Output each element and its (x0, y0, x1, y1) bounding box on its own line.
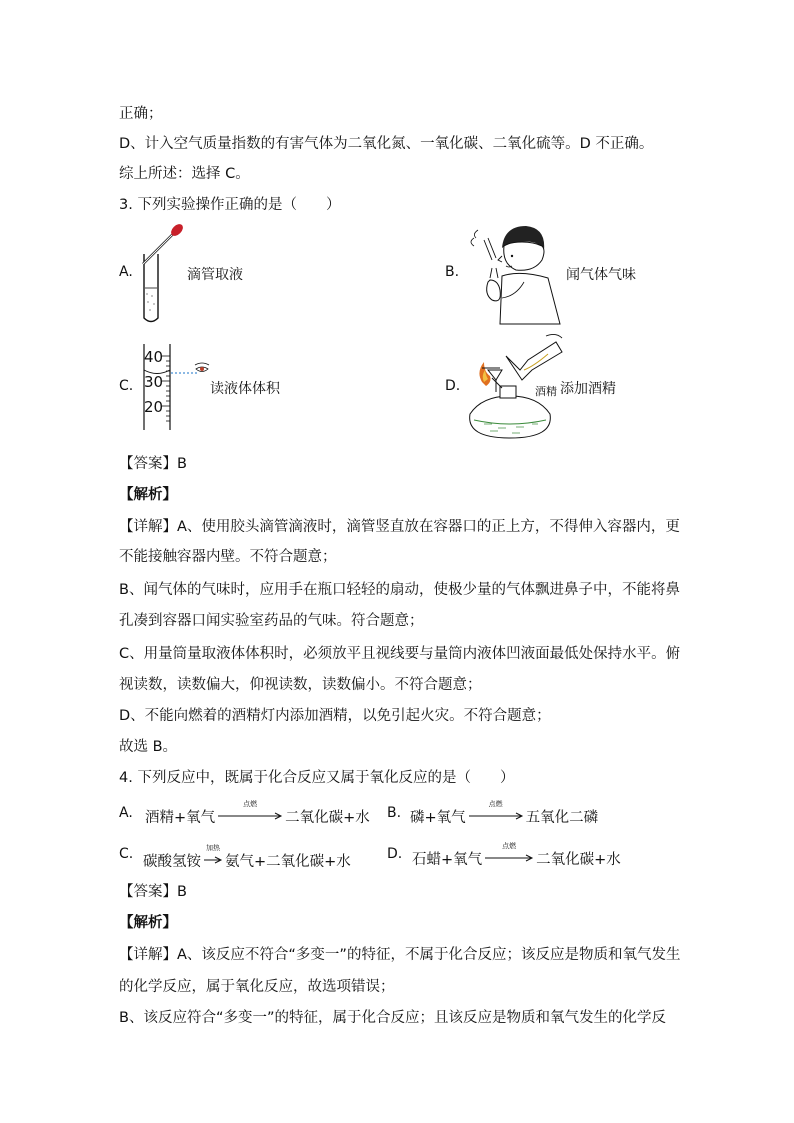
reaction-arrow (484, 841, 534, 867)
text-line: 的化学反应，属于氧化反应，故选项错误； (119, 979, 395, 995)
text-line: 不能接触容器内壁。不符合题意； (119, 549, 337, 565)
products: 二氧化碳+水 (536, 852, 621, 868)
reaction-condition: 点燃 (488, 799, 503, 808)
reaction-arrow (468, 799, 524, 825)
reaction-arrow (203, 843, 223, 869)
reactants: 碳酸氢铵 (143, 854, 201, 870)
q3-option-a-label: 滴管取液 (187, 267, 243, 283)
reactants: 石蜡+氧气 (412, 852, 483, 868)
text-line: 综上所述：选择 C。 (119, 166, 250, 182)
q3-option-c-letter: C. (119, 378, 134, 394)
cylinder-tick-20: 20 (144, 398, 164, 416)
arrow-icon (217, 811, 283, 821)
arrow-icon (468, 811, 524, 821)
q4-option-d-letter: D. (387, 846, 403, 862)
products: 二氧化碳+水 (285, 810, 370, 826)
q4-option-c-equation (143, 843, 351, 871)
products: 五氧化二磷 (525, 810, 599, 826)
q3-answer: 【答案】B (119, 456, 187, 472)
q3-option-c-label: 读液体体积 (210, 381, 280, 397)
text-line: 正确； (119, 106, 163, 122)
q4-answer: 【答案】B (119, 884, 187, 900)
q4-option-b-equation (410, 799, 599, 827)
text-line: 孔凑到容器口闻实验室药品的气味。符合题意； (119, 613, 424, 629)
q4-option-a-equation (145, 799, 370, 827)
dropper-test-tube-figure (135, 220, 185, 325)
arrow-icon (203, 855, 223, 865)
cylinder-tick-30: 30 (144, 373, 164, 391)
q3-option-a-letter: A. (119, 264, 133, 280)
reaction-condition: 点燃 (243, 799, 258, 808)
reaction-condition: 加热 (206, 843, 220, 852)
q4-option-d-equation (412, 841, 621, 869)
reaction-arrow (217, 799, 283, 825)
text-line: 【详解】A、使用胶头滴管滴液时，滴管竖直放在容器口的正上方，不得伸入容器内，更 (119, 519, 680, 535)
q3-option-d-label: 添加酒精 (560, 381, 616, 397)
q3-option-b-label: 闻气体气味 (566, 267, 636, 283)
text-line: B、该反应符合“多变一”的特征，属于化合反应；且该反应是物质和氧气发生的化学反 (119, 1010, 666, 1026)
q3-analysis-heading: 【解析】 (119, 487, 177, 503)
reaction-condition: 点燃 (502, 841, 517, 850)
cylinder-tick-40: 40 (144, 348, 164, 366)
q4-option-a-letter: A. (119, 805, 133, 821)
products: 氨气+二氧化碳+水 (225, 854, 351, 870)
reactants: 磷+氧气 (410, 810, 466, 826)
q4-analysis-heading: 【解析】 (119, 915, 177, 931)
q3-option-d-letter: D. (445, 378, 461, 394)
text-line: D、计入空气质量指数的有害气体为二氧化氮、一氧化碳、二氧化硫等。D 不正确。 (119, 136, 654, 152)
q4-option-c-letter: C. (119, 846, 134, 862)
q4-option-b-letter: B. (387, 805, 402, 821)
text-line: 故选 B。 (119, 739, 178, 755)
reactants: 酒精+氧气 (145, 810, 216, 826)
text-line: D、不能向燃着的酒精灯内添加酒精，以免引起火灾。不符合题意； (119, 708, 551, 724)
arrow-icon (484, 853, 534, 863)
text-line: 【详解】A、该反应不符合“多变一”的特征，不属于化合反应；该反应是物质和氧气发生 (119, 947, 681, 963)
q3-option-b-letter: B. (445, 264, 460, 280)
question-3-stem: 3. 下列实验操作正确的是（ ） (119, 197, 341, 213)
boy-smelling-figure (464, 220, 564, 325)
text-line: B、闻气体的气味时，应用手在瓶口轻轻的扇动，使极少量的气体飘进鼻子中，不能将鼻 (119, 582, 680, 598)
alcohol-bottle-label: 酒精 (535, 385, 557, 398)
text-line: 视读数，读数偏大，仰视读数，读数偏小。不符合题意； (119, 677, 482, 693)
text-line: C、用量筒量取液体体积时，必须放平且视线要与量筒内液体凹液面最低处保持水平。俯 (119, 646, 681, 662)
question-4-stem: 4. 下列反应中，既属于化合反应又属于氧化反应的是（ ） (119, 770, 515, 786)
